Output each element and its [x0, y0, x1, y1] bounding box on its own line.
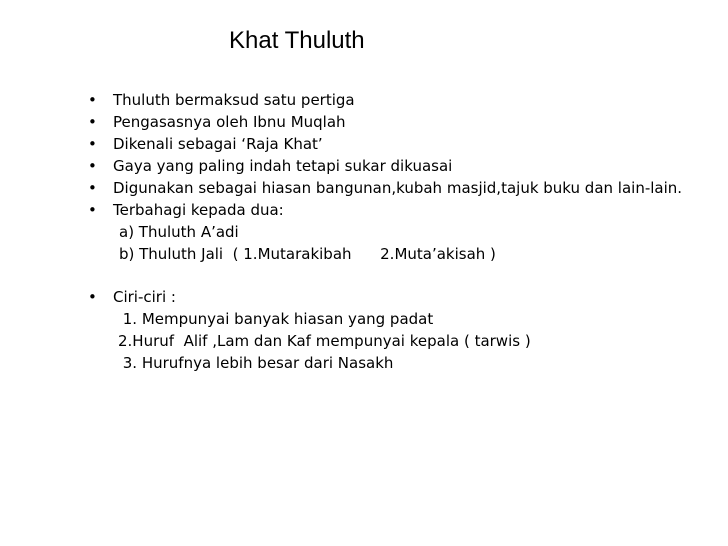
- slide-content: [88, 89, 708, 374]
- type-item: b) Thuluth Jali ( 1.Mutarakibah 2.Muta’akisah ): [119, 245, 496, 263]
- bullet-icon: •: [88, 288, 97, 306]
- feature-item: 2.Huruf Alif ,Lam dan Kaf mempunyai kepala ( tarwis ): [118, 332, 531, 350]
- slide-title: Khat Thuluth: [229, 27, 365, 54]
- feature-item: 3. Hurufnya lebih besar dari Nasakh: [118, 354, 394, 372]
- bullet-item: [88, 155, 708, 177]
- bullet-text: Pengasasnya oleh Ibnu Muqlah: [113, 113, 346, 131]
- bullet-icon: •: [88, 157, 97, 175]
- bullet-item: [88, 177, 708, 199]
- bullet-item: [88, 89, 708, 111]
- bullet-icon: •: [88, 135, 97, 153]
- bullet-item: [88, 111, 708, 133]
- features-heading: Ciri-ciri :: [113, 288, 176, 306]
- type-item: a) Thuluth A’adi: [119, 223, 239, 241]
- bullet-text: Gaya yang paling indah tetapi sukar dikuasai: [113, 157, 453, 175]
- bullet-item: [88, 286, 708, 308]
- bullet-text: Thuluth bermaksud satu pertiga: [113, 91, 355, 109]
- bullet-icon: •: [88, 201, 97, 219]
- bullet-item: [88, 199, 708, 221]
- bullet-text: Digunakan sebagai hiasan bangunan,kubah masjid,tajuk buku dan lain-lain.: [113, 179, 683, 197]
- bullet-icon: •: [88, 113, 97, 131]
- bullet-text: Terbahagi kepada dua:: [113, 201, 284, 219]
- feature-item: 1. Mempunyai banyak hiasan yang padat: [118, 310, 434, 328]
- bullet-item: [88, 133, 708, 155]
- bullet-icon: •: [88, 179, 97, 197]
- bullet-icon: •: [88, 91, 97, 109]
- bullet-text: Dikenali sebagai ‘Raja Khat’: [113, 135, 323, 153]
- spacer: [88, 265, 708, 286]
